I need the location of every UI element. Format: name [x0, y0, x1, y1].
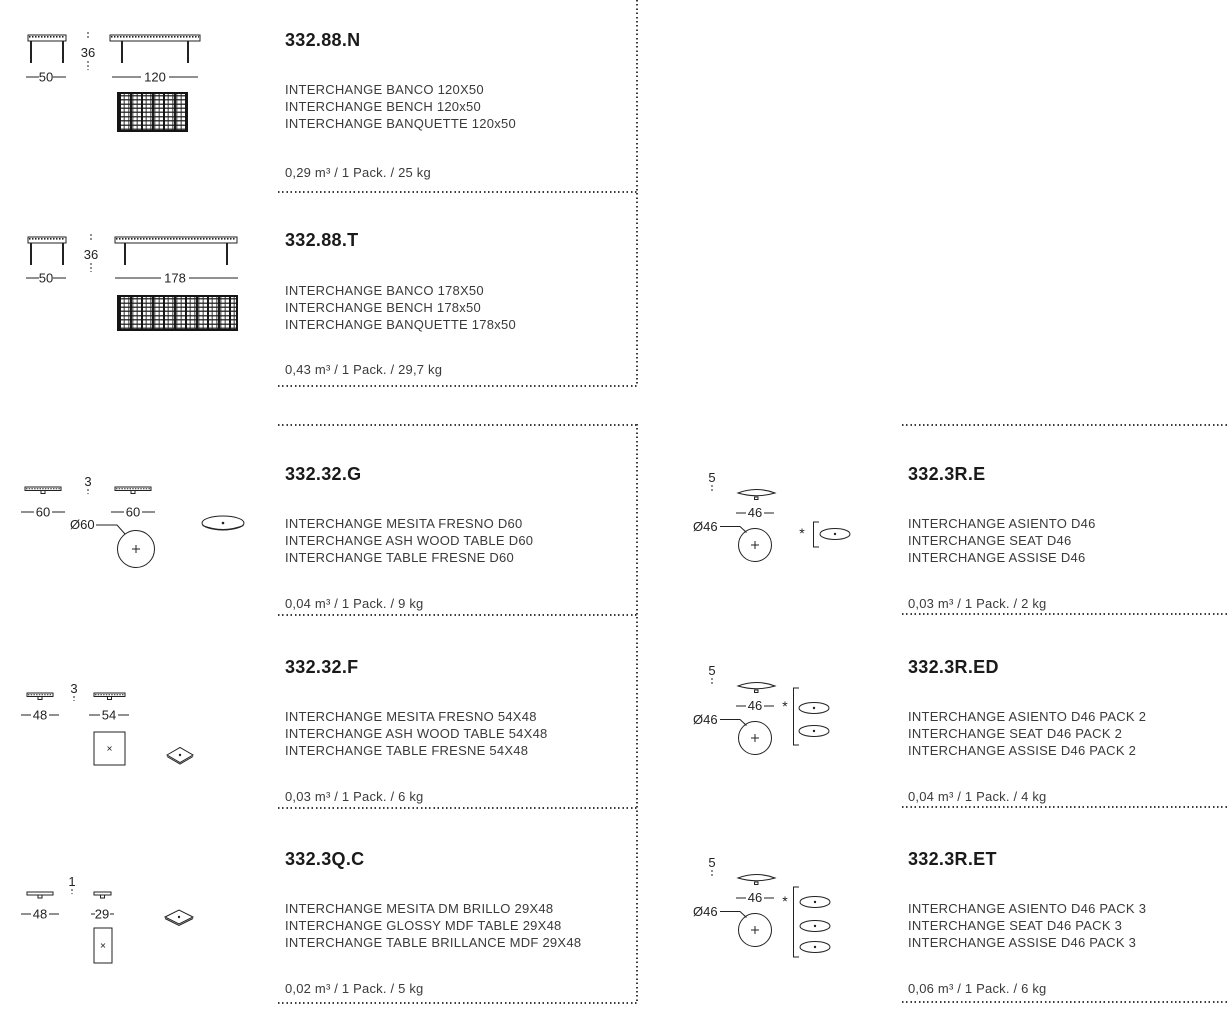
product-description	[285, 708, 548, 759]
square-table-technical-drawing	[15, 655, 265, 775]
desc-line-fr: INTERCHANGE BANQUETTE 178x50	[285, 317, 516, 332]
footnote-asterisk: *	[799, 525, 805, 541]
dim-width-label: 46	[747, 890, 763, 905]
desc-line-fr: INTERCHANGE BANQUETTE 120x50	[285, 116, 516, 131]
dim-diameter-label: Ø46	[693, 519, 718, 534]
horizontal-dotted-divider	[902, 1001, 1229, 1003]
footnote-asterisk: *	[782, 893, 788, 909]
desc-line-en: INTERCHANGE ASH WOOD TABLE 54X48	[285, 726, 548, 741]
dim-depth-label: 50	[38, 69, 54, 85]
desc-line-en: INTERCHANGE GLOSSY MDF TABLE 29X48	[285, 918, 562, 933]
desc-line-es: INTERCHANGE ASIENTO D46 PACK 2	[908, 709, 1147, 724]
desc-line-fr: INTERCHANGE TABLE FRESNE 54X48	[285, 743, 529, 758]
dim-height-label: 3	[84, 474, 92, 489]
dim-height-label: 36	[80, 45, 96, 60]
pack-bracket	[814, 522, 820, 547]
horizontal-dotted-divider	[902, 613, 1229, 615]
dim-diameter-label: Ø46	[693, 712, 718, 727]
product-pack-info: 0,04 m³ / 1 Pack. / 9 kg	[285, 596, 424, 611]
dim-top-label: 60	[35, 504, 51, 520]
desc-line-en: INTERCHANGE SEAT D46	[908, 533, 1072, 548]
bench-side-view	[28, 237, 66, 243]
product-code: 332.3R.ED	[908, 657, 999, 677]
product-description	[908, 515, 1096, 566]
vertical-dotted-divider	[636, 424, 638, 1003]
dim-height-label: 5	[708, 855, 716, 870]
product-code: 332.3R.E	[908, 464, 986, 484]
product-code: 332.88.T	[285, 230, 359, 250]
dim-width-label: 46	[747, 698, 763, 713]
product-pack-info: 0,03 m³ / 1 Pack. / 2 kg	[908, 596, 1047, 611]
product-pack-info: 0,06 m³ / 1 Pack. / 6 kg	[908, 981, 1047, 996]
diameter-leader-line	[720, 720, 747, 726]
mdf-table-technical-drawing	[15, 850, 265, 975]
dim-height-label: 3	[70, 681, 78, 696]
dim-height-label: 5	[708, 470, 716, 485]
seat-elevation	[738, 875, 775, 881]
dim-top-label: 29	[94, 906, 110, 922]
diameter-leader-line	[720, 912, 747, 918]
dim-top-label: 54	[101, 707, 117, 723]
desc-line-es: INTERCHANGE BANCO 178X50	[285, 283, 484, 298]
desc-line-en: INTERCHANGE BENCH 178x50	[285, 300, 481, 315]
horizontal-dotted-divider	[902, 424, 1229, 426]
desc-line-en: INTERCHANGE BENCH 120x50	[285, 99, 481, 114]
seat-pack2-technical-drawing	[690, 653, 890, 778]
desc-line-es: INTERCHANGE MESITA DM BRILLO 29X48	[285, 901, 554, 916]
dim-length-label: 120	[144, 69, 166, 85]
desc-line-es: INTERCHANGE MESITA FRESNO 54X48	[285, 709, 537, 724]
product-code: 332.3R.ET	[908, 849, 997, 869]
desc-line-fr: INTERCHANGE ASSISE D46	[908, 550, 1086, 565]
product-pack-info: 0,04 m³ / 1 Pack. / 4 kg	[908, 789, 1047, 804]
horizontal-dotted-divider	[278, 191, 637, 193]
dim-depth-label: 50	[38, 270, 54, 286]
product-pack-info: 0,03 m³ / 1 Pack. / 6 kg	[285, 789, 424, 804]
product-description	[285, 515, 533, 566]
product-description	[285, 81, 516, 132]
product-code: 332.32.F	[285, 657, 359, 677]
product-description	[908, 708, 1146, 759]
dim-length-label: 178	[164, 270, 186, 286]
desc-line-es: INTERCHANGE ASIENTO D46	[908, 516, 1096, 531]
bench-side-view	[28, 35, 66, 41]
product-description	[285, 900, 581, 951]
vertical-dotted-divider	[636, 0, 638, 386]
desc-line-fr: INTERCHANGE TABLE FRESNE D60	[285, 550, 515, 565]
desc-line-fr: INTERCHANGE ASSISE D46 PACK 2	[908, 743, 1137, 758]
diameter-leader-line	[96, 525, 125, 534]
dim-top-label: 60	[125, 504, 141, 520]
product-pack-info: 0,43 m³ / 1 Pack. / 29,7 kg	[285, 362, 443, 377]
desc-line-en: INTERCHANGE SEAT D46 PACK 3	[908, 918, 1123, 933]
product-description	[908, 900, 1146, 951]
dim-diameter-label: Ø60	[70, 517, 95, 532]
desc-line-es: INTERCHANGE ASIENTO D46 PACK 3	[908, 901, 1147, 916]
seat-pack3-technical-drawing	[690, 845, 890, 975]
product-pack-info: 0,29 m³ / 1 Pack. / 25 kg	[285, 165, 431, 180]
product-code: 332.3Q.C	[285, 849, 365, 869]
bench-front-view	[115, 237, 237, 243]
dim-width-label: 46	[747, 505, 763, 520]
horizontal-dotted-divider	[278, 614, 637, 616]
dim-top-label: 48	[32, 707, 48, 723]
desc-line-fr: INTERCHANGE TABLE BRILLANCE MDF 29X48	[285, 935, 582, 950]
dim-height-label: 1	[68, 874, 76, 889]
horizontal-dotted-divider	[278, 424, 637, 426]
dim-height-label: 36	[83, 247, 99, 262]
dim-top-label: 48	[32, 906, 48, 922]
bench-top-view-weave	[117, 92, 188, 132]
desc-line-en: INTERCHANGE SEAT D46 PACK 2	[908, 726, 1123, 741]
pack-bracket	[794, 688, 800, 745]
round-table-technical-drawing	[15, 470, 265, 585]
desc-line-es: INTERCHANGE BANCO 120X50	[285, 82, 484, 97]
dim-height-label: 5	[708, 663, 716, 678]
diameter-leader-line	[720, 527, 747, 533]
desc-line-en: INTERCHANGE ASH WOOD TABLE D60	[285, 533, 534, 548]
dim-diameter-label: Ø46	[693, 904, 718, 919]
horizontal-dotted-divider	[902, 806, 1229, 808]
bench-front-view	[110, 35, 200, 41]
horizontal-dotted-divider	[278, 1002, 637, 1004]
product-code: 332.88.N	[285, 30, 361, 50]
product-code: 332.32.G	[285, 464, 362, 484]
seat-technical-drawing	[690, 460, 890, 585]
pack-bracket	[794, 887, 800, 957]
bench-top-view-weave	[117, 295, 238, 331]
product-pack-info: 0,02 m³ / 1 Pack. / 5 kg	[285, 981, 424, 996]
desc-line-es: INTERCHANGE MESITA FRESNO D60	[285, 516, 523, 531]
desc-line-fr: INTERCHANGE ASSISE D46 PACK 3	[908, 935, 1137, 950]
horizontal-dotted-divider	[278, 807, 637, 809]
footnote-asterisk: *	[782, 698, 788, 714]
product-description	[285, 282, 516, 333]
horizontal-dotted-divider	[278, 385, 637, 387]
seat-elevation	[738, 683, 775, 689]
seat-elevation	[738, 490, 775, 496]
